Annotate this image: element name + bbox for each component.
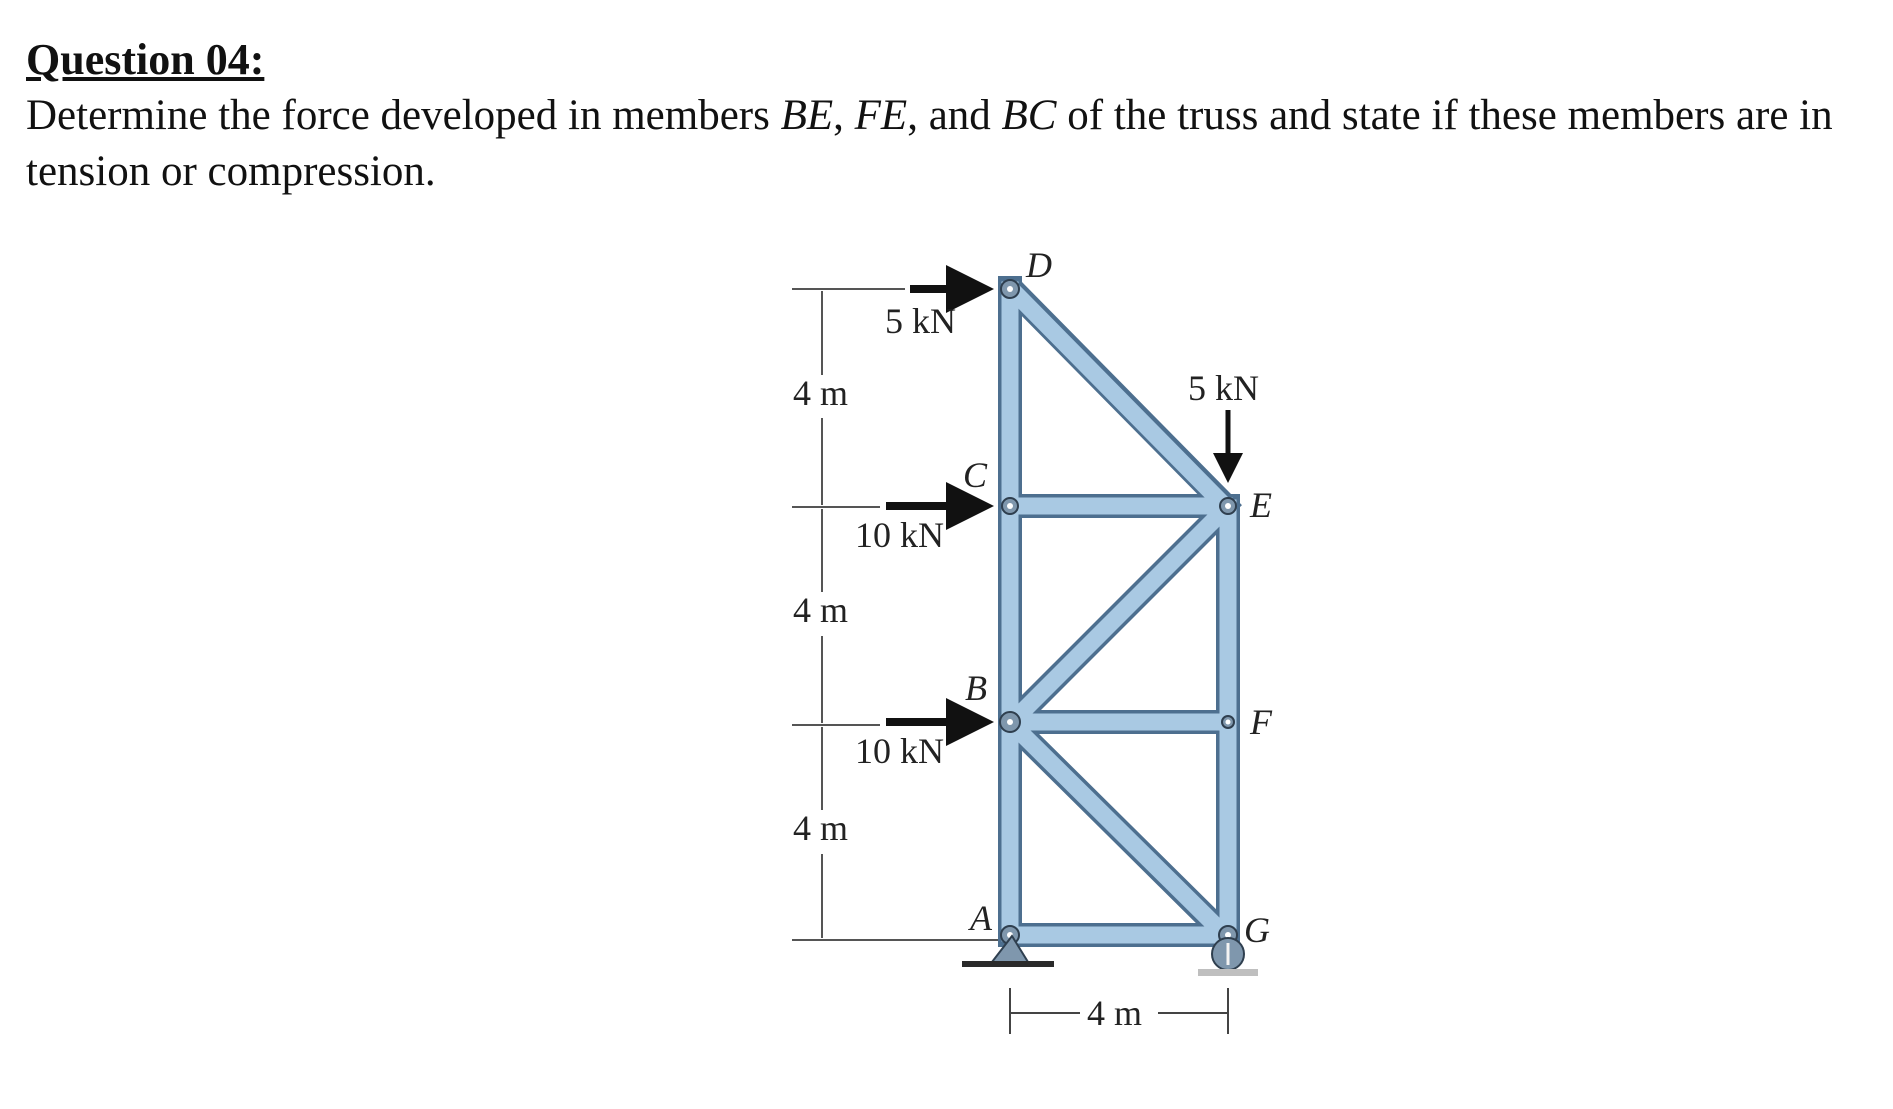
roller-support-g-ground bbox=[1198, 969, 1258, 976]
question-text-part: of the truss and state if these members are in tension or compression. bbox=[26, 92, 1833, 195]
pin-e-center bbox=[1225, 503, 1231, 509]
load-label-c: 10 kN bbox=[855, 515, 944, 555]
question-text-part: , bbox=[833, 92, 855, 139]
load-label-d: 5 kN bbox=[885, 301, 956, 341]
member-bg-fill bbox=[1019, 731, 1219, 929]
load-label-e: 5 kN bbox=[1188, 368, 1259, 408]
load-arrows bbox=[886, 289, 986, 722]
question-title: Question 04: bbox=[26, 35, 265, 84]
pin-support-a-ground bbox=[962, 961, 1054, 967]
pin-d-center bbox=[1007, 286, 1013, 292]
node-label-a: A bbox=[970, 898, 992, 938]
load-label-b: 10 kN bbox=[855, 731, 944, 771]
pin-b-center bbox=[1007, 719, 1013, 725]
question-text-part: , and bbox=[907, 92, 1002, 139]
pin-c-center bbox=[1007, 503, 1013, 509]
dim-label-top: 4 m bbox=[793, 373, 849, 413]
member-be-fill bbox=[1019, 515, 1219, 715]
question-text-part: Determine the force developed in members bbox=[26, 92, 781, 139]
member-fe-label: FE bbox=[854, 92, 908, 139]
dim-label-bottom: 4 m bbox=[793, 808, 849, 848]
member-be-label: BE bbox=[780, 92, 834, 139]
pin-f-center bbox=[1226, 720, 1231, 725]
node-label-f: F bbox=[1250, 702, 1272, 742]
node-label-c: C bbox=[963, 455, 988, 495]
dim-label-width: 4 m bbox=[1087, 993, 1143, 1033]
member-bc-label: BC bbox=[1001, 92, 1057, 139]
node-label-b: B bbox=[965, 668, 987, 708]
node-label-g: G bbox=[1244, 910, 1270, 950]
dim-label-middle: 4 m bbox=[793, 590, 849, 630]
node-label-e: E bbox=[1250, 485, 1272, 525]
node-label-d: D bbox=[1026, 245, 1052, 285]
